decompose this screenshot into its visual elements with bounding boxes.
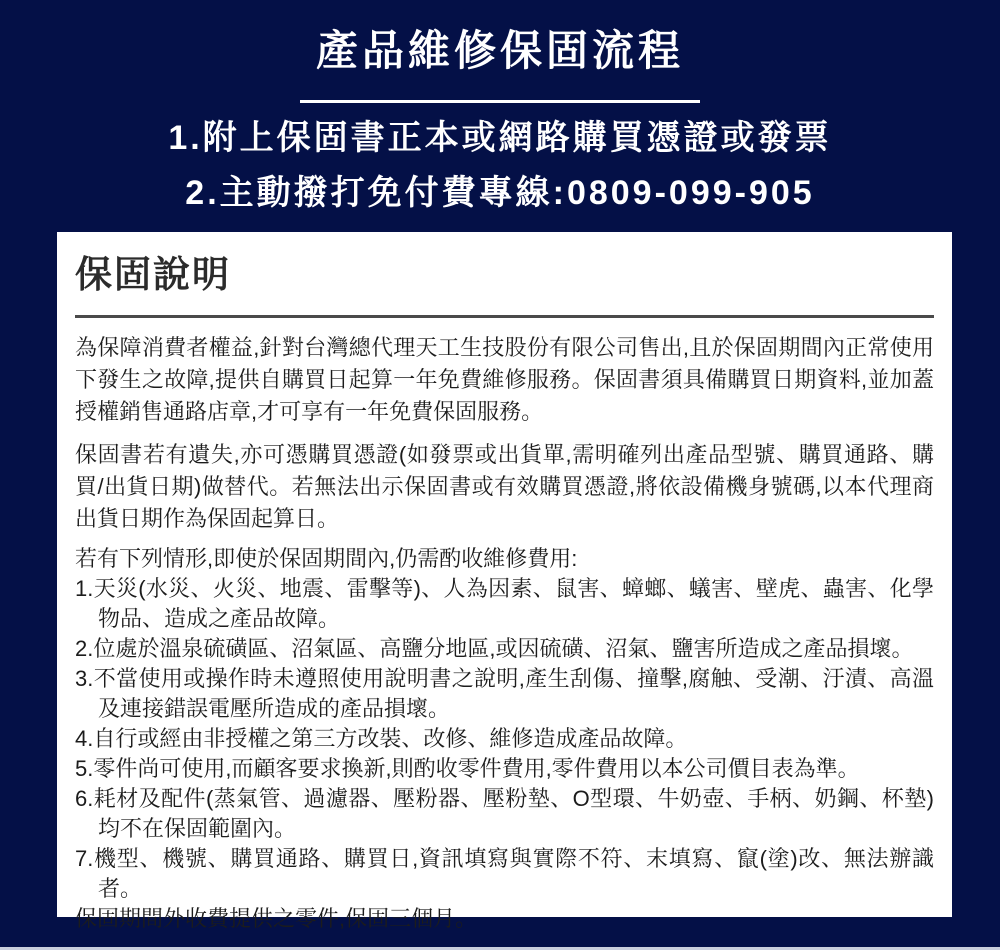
fee-item-2: 2.位處於溫泉硫磺區、沼氣區、高鹽分地區,或因硫磺、沼氣、鹽害所造成之產品損壞。 [75, 636, 914, 661]
warranty-footer-note: 保固期間外收費提供之零件,保固三個月。 [75, 906, 478, 931]
warranty-heading: 保固說明 [75, 254, 231, 295]
step-line-1: 1.附上保固書正本或網路購買憑證或發票 [168, 119, 832, 157]
warranty-paragraph-1: 為保障消費者權益,針對台灣總代理天工生技股份有限公司售出,且於保固期間內正常使用下發生之故障,提供自購買日起算一年免費維修服務。保固書須具備購買日期資料,並加蓋授權銷售通路店章,才可享有一年免費保固服務。 [75, 335, 934, 424]
warranty-card [57, 232, 952, 931]
fee-item-1: 1.天災(水災、火災、地震、雷擊等)、人為因素、鼠害、蟑螂、蟻害、壁虎、蟲害、化學物品、造成之產品故障。 [75, 576, 934, 631]
fee-conditions-intro: 若有下列情形,即使於保固期間內,仍需酌收維修費用: [75, 546, 578, 571]
heading-divider [75, 315, 934, 318]
step-line-2: 2.主動撥打免付費專線:0809-099-905 [185, 174, 815, 212]
warranty-paragraph-2: 保固書若有遺失,亦可憑購買憑證(如發票或出貨單,需明確列出產品型號、購買通路、購買/出貨日期)做替代。若無法出示保固書或有效購買憑證,將依設備機身號碼,以本代理商出貨日期作為保固起算日。 [75, 442, 934, 531]
fee-item-6: 6.耗材及配件(蒸氣管、過濾器、壓粉器、壓粉墊、O型環、牛奶壺、手柄、奶鋼、杯墊)均不在保固範圍內。 [75, 786, 934, 841]
fee-item-4: 4.自行或經由非授權之第三方改裝、改修、維修造成產品故障。 [75, 726, 688, 751]
title-divider [300, 100, 700, 103]
fee-item-3: 3.不當使用或操作時未遵照使用說明書之說明,產生刮傷、撞擊,腐触、受潮、汙漬、高溫及連接錯誤電壓所造成的產品損壞。 [75, 666, 934, 721]
fee-conditions-list [75, 574, 934, 904]
page-header [0, 0, 1000, 215]
fee-item-5: 5.零件尚可使用,而顧客要求換新,則酌收零件費用,零件費用以本公司價目表為準。 [75, 756, 860, 781]
fee-item-7: 7.機型、機號、購買通路、購買日,資訊填寫與實際不符、末填寫、竄(塗)改、無法辦識者。 [75, 846, 934, 901]
page-title: 產品維修保固流程 [315, 27, 684, 74]
